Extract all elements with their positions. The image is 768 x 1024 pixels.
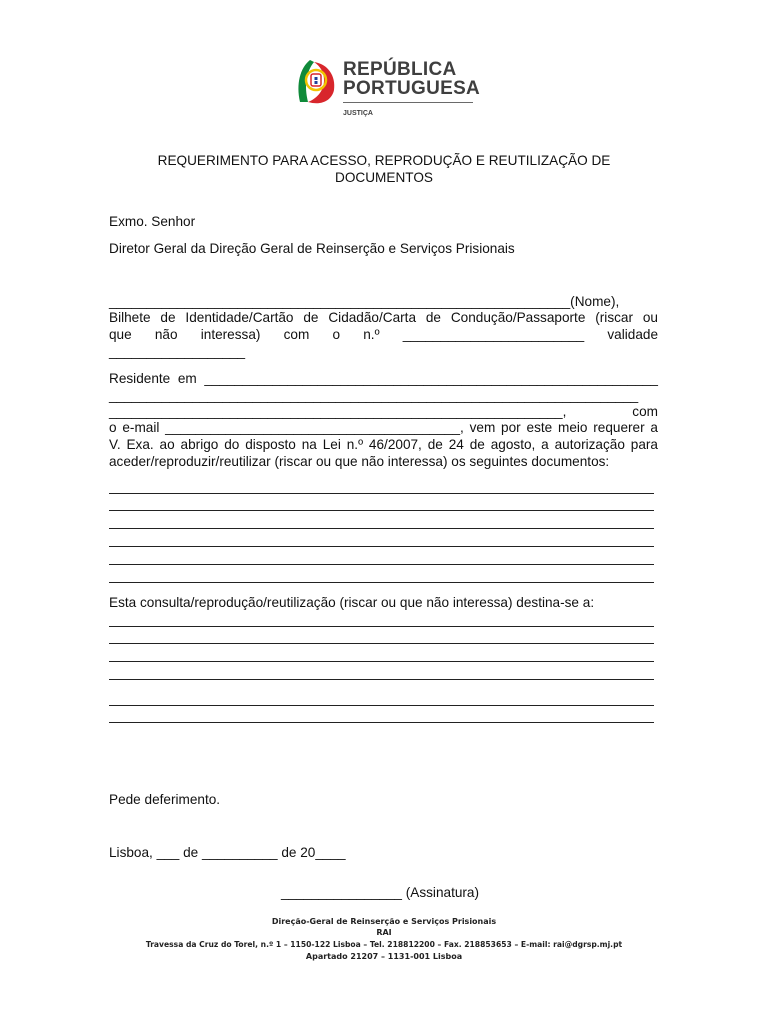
purpose-line <box>109 643 654 644</box>
footer-department: RAI <box>376 928 392 937</box>
purpose-line <box>109 722 654 723</box>
documents-line <box>109 564 654 565</box>
request-closing: Pede deferimento. <box>109 792 221 807</box>
document-title <box>0 152 768 186</box>
portuguese-coat-of-arms-icon <box>294 58 340 108</box>
footer-institution: Direção-Geral de Reinserção e Serviços Prisionais <box>271 917 497 926</box>
documents-line <box>109 546 654 547</box>
documents-request: aceder/reproduzir/reutilizar (riscar ou que não interessa) os seguintes documentos: <box>109 454 610 469</box>
title-line-2: DOCUMENTOS <box>335 170 433 185</box>
law-reference: V. Exa. ao abrigo do disposto na Lei n.º 46/2007, de 24 de agosto, a autorização para <box>109 437 658 452</box>
addressee: Diretor Geral da Direção Geral de Reinserção e Serviços Prisionais <box>109 241 515 256</box>
address-end-line: ____________________________________________________________, com <box>109 404 658 419</box>
header-logo <box>294 58 484 122</box>
logo-ministry: JUSTIÇA <box>343 110 373 117</box>
logo-line-2: PORTUGUESA <box>343 78 481 99</box>
documents-line <box>109 510 654 511</box>
documents-line <box>109 493 654 494</box>
title-line-1: REQUERIMENTO PARA ACESSO, REPRODUÇÃO E REUTILIZAÇÃO DE <box>157 153 611 168</box>
address-line: ______________________________________________________________________ <box>109 388 639 403</box>
documents-line <box>109 528 654 529</box>
footer-postal: Apartado 21207 – 1131-001 Lisboa <box>305 952 463 961</box>
purpose-line <box>109 661 654 662</box>
purpose-label: Esta consulta/reprodução/reutilização (riscar ou que não interessa) destina-se a: <box>109 595 595 610</box>
validity-field: __________________ <box>109 344 246 359</box>
id-number-field: que não interessa) com o n.º ________________________ validade <box>109 327 658 342</box>
purpose-line <box>109 705 654 706</box>
logo-divider <box>343 102 473 103</box>
logo-line-1: REPÚBLICA <box>343 59 457 80</box>
documents-line <box>109 582 654 583</box>
purpose-line <box>109 626 654 627</box>
place-date-field: Lisboa, ___ de __________ de 20____ <box>109 845 346 860</box>
id-document-line: Bilhete de Identidade/Cartão de Cidadão/Carta de Condução/Passaporte (riscar ou <box>109 310 658 325</box>
salutation: Exmo. Senhor <box>109 214 196 229</box>
residence-field: Residente em ____________________________________________________________ <box>109 371 658 386</box>
name-field: _____________________________________________________________(Nome), <box>109 294 620 309</box>
footer-contacts: Travessa da Cruz do Torel, n.º 1 – 1150-122 Lisboa – Tel. 218812200 – Fax. 218853653 – E-mail: rai@dgrsp.mj.pt <box>145 940 623 949</box>
purpose-line <box>109 679 654 680</box>
signature-field: ________________ (Assinatura) <box>281 885 480 900</box>
email-field: o e-mail _______________________________________, vem por este meio requerer a <box>109 420 658 435</box>
